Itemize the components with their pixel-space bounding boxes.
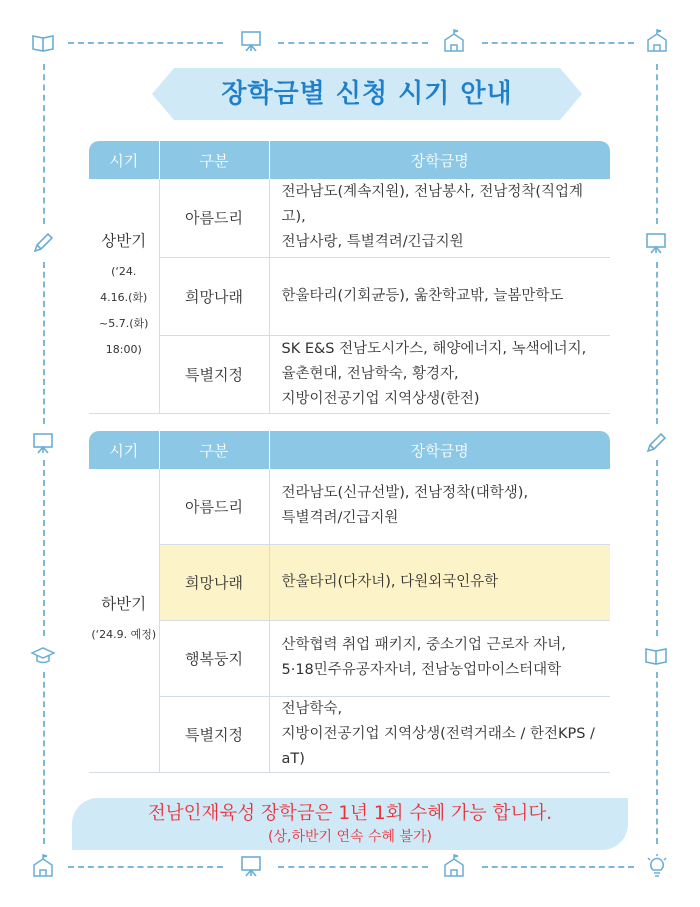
book-icon [643,642,669,668]
school-building-icon [441,28,467,54]
frame-left-line [43,64,45,224]
names-line: SK E&S 전남도시가스, 해양에너지, 녹색에너지, [281,340,587,357]
table-row [89,620,610,696]
easel-icon [238,28,264,54]
easel-icon [643,230,669,256]
period-date: 4.16.(화) [100,290,148,304]
easel-icon [238,853,264,879]
frame-left-line [43,672,45,844]
graduation-cap-icon [30,642,56,668]
category-cell: 행복둥지 [159,620,269,696]
names-line: 산학협력 취업 패키지, 중소기업 근로자 자녀, [281,637,566,653]
table-row [89,257,610,335]
names-cell [269,179,610,257]
period-date: 18:00) [105,342,142,356]
pencil-icon [643,430,669,456]
second-half-table [89,431,610,773]
names-cell [269,620,610,696]
frame-right-line [656,460,658,636]
frame-right-line [656,672,658,844]
names-cell [269,335,610,413]
header-period: 시기 [89,141,159,179]
names-line: 5·18민주유공자자녀, 전남농업마이스터대학 [281,662,562,678]
table-row [89,469,610,544]
names-line: 전남학숙, [281,700,343,717]
frame-top-line [482,42,634,44]
school-building-icon [644,28,670,54]
period-label: 하반기 [101,595,147,614]
frame-right-line [656,64,658,224]
category-cell: 아름드리 [159,179,269,257]
notice-sub-text: (상,하반기 연속 수혜 불가) [268,829,432,845]
names-line: 한울타리(기회균등), 욺찬학교밖, 늘봄만학도 [281,287,564,304]
period-label: 상반기 [101,231,147,250]
names-line: 전남사랑, 특별격려/긴급지원 [281,234,464,251]
names-cell [269,469,610,544]
table-row [89,696,610,772]
names-cell [269,696,610,772]
frame-left-line [43,460,45,636]
period-date: (‘24. [111,264,137,278]
school-building-icon [441,853,467,879]
category-cell: 희망나래 [159,257,269,335]
pencil-icon [30,230,56,256]
header-period: 시기 [89,431,159,469]
easel-icon [30,430,56,456]
names-line: 특별격려/긴급지원 [281,510,399,527]
notice-banner [72,798,628,850]
header-category: 구분 [159,141,269,179]
frame-bottom-line [278,866,428,868]
names-line: 율촌현대, 전남학숙, 황경자, [281,365,459,382]
frame-bottom-line [482,866,634,868]
names-cell [269,257,610,335]
table-row [89,335,610,413]
lightbulb-icon [644,853,670,879]
frame-bottom-line [68,866,223,868]
notice-main-text: 전남인재육성 장학금은 1년 1회 수혜 가능 합니다. [147,803,553,824]
category-cell: 특별지정 [159,696,269,772]
names-line: 한울타리(다자녀), 다원외국인유학 [281,573,499,590]
names-line: 지방이전공기업 지역상생(한전) [281,390,480,407]
frame-top-line [68,42,223,44]
names-line: 전라남도(신규선발), 전남정착(대학생), [281,485,529,502]
names-line: 지방이전공기업 지역상생(전력거래소 / 한전KPS / aT) [281,725,595,767]
period-date: ~5.7.(화) [99,316,149,330]
page-title: 장학금별 신청 시기 안내 [221,79,513,109]
header-names: 장학금명 [269,431,610,469]
first-half-table [89,141,610,414]
period-date: (‘24.9. 예정) [91,628,157,642]
frame-left-line [43,262,45,424]
table-row [89,179,610,257]
category-cell: 아름드리 [159,469,269,544]
title-banner [152,68,582,120]
frame-top-line [278,42,428,44]
book-icon [30,29,56,55]
header-category: 구분 [159,431,269,469]
category-cell: 희망나래 [159,544,269,620]
category-cell: 특별지정 [159,335,269,413]
period-cell [89,179,159,413]
table-header-row [89,141,610,179]
table-row-highlighted [89,544,610,620]
frame-right-line [656,262,658,424]
school-building-icon [30,853,56,879]
period-cell [89,469,159,772]
table-header-row [89,431,610,469]
header-names: 장학금명 [269,141,610,179]
names-line: 전라남도(계속지원), 전남봉사, 전남정착(직업계고), [281,184,584,226]
names-cell [269,544,610,620]
